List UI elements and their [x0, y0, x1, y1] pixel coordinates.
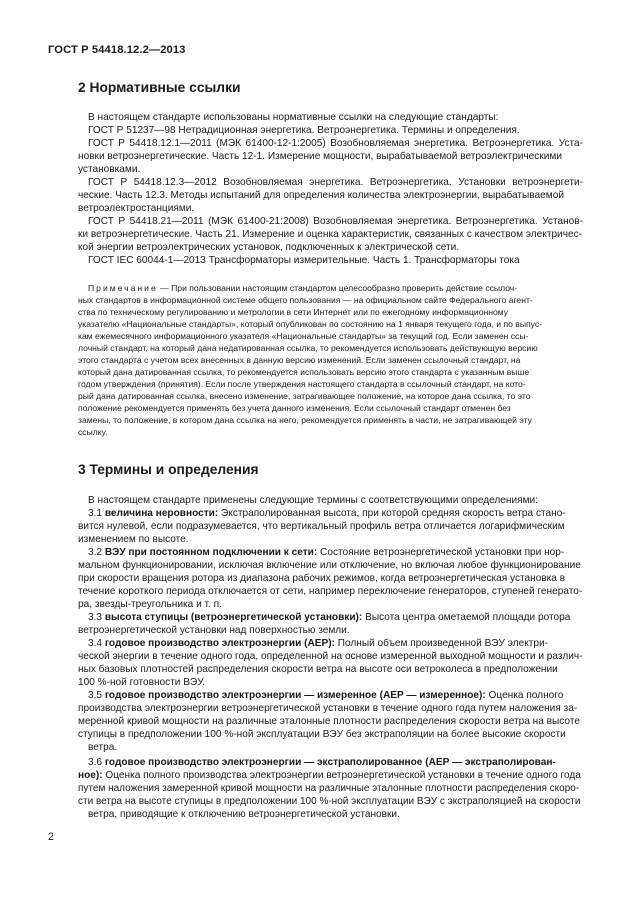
term-3-1: 3.1 величина неровности: Экстраполированная высота, при которой средняя скорость ветра стано-: [88, 508, 566, 519]
term-3-6-name: годовое производство электроэнергии — экстраполированное (AEP — экстраполирован-: [104, 757, 556, 768]
term-line: вится нулевой, если подразумевается, что вертикальный профиль ветра отличается логарифмическим: [78, 521, 565, 532]
note-line: кам ежемесячного информационного указателя «Национальные стандарты» за текущий год. Если заменен ссы-: [78, 331, 529, 341]
s2-line: ГОСТ Р 54418.12.3—2012 Возобновляемая энергетика. Ветроэнергетика. Установки ветроэнергети-: [88, 177, 583, 188]
term-line: ветроэнергетической установки над поверхностью земли.: [78, 625, 350, 636]
term-line: ра, звезды-треугольника и т. п.: [78, 599, 222, 610]
s2-line: ГОСТ Р 51237—98 Нетрадиционная энергетика. Ветроэнергетика. Термины и определения.: [88, 125, 520, 136]
note-line: который дана датированная ссылка, то рекомендуется использовать версию этого стандарта с указанным выше: [78, 367, 530, 377]
s3-intro: В настоящем стандарте применены следующие термины с соответствующими определениями:: [88, 495, 538, 506]
note-line: этого стандарта с учетом всех внесенных в данную версию изменений. Если заменен ссылочный стандарт, на: [78, 355, 521, 365]
term-3-5: 3.5 годовое производство электроэнергии — измеренное (AEP — измеренное): Оценка полного: [88, 690, 564, 701]
term-line: 100 %-ной готовности ВЭУ.: [78, 677, 206, 688]
term-line: течение короткого периода отключается от сети, например переключение генераторов, ступеней генерато-: [78, 586, 583, 597]
note-line: ных стандартов в информационной системе общего пользования — на официальном сайте Федерального агент-: [78, 295, 533, 305]
term-line: производства электроэнергии ветроэнергетической установки в течение одного года путем наложения за-: [78, 703, 578, 714]
section-2-title: 2 Нормативные ссылки: [78, 80, 241, 95]
s2-line: новки ветроэнергетические. Часть 12-1. Измерение мощности, вырабатываемой ветроэлектрическими: [78, 151, 562, 162]
term-line: при скорости вращения ротора из диапазона рабочих режимов, когда ветроэнергетическая установка в: [78, 573, 566, 584]
s2-line: ГОСТ Р 54418.21—2011 (МЭК 61400-21:2008) Возобновляемая энергетика. Ветроэнергетика. Установ-: [88, 216, 583, 227]
term-3-4-name: годовое производство электроэнергии (AEP):: [104, 638, 335, 649]
term-line: ветра, приводящие к отключению ветроэнергетической установки.: [88, 809, 400, 820]
note-line: лочный стандарт, на который дана недатированная ссылка, то рекомендуется использовать действующую версию: [78, 343, 538, 353]
note-line: годом утверждения (принятия). Если после утверждения настоящего стандарта в ссылочный стандарт, на кото-: [78, 379, 526, 389]
note-first-line: Примечание — При пользовании настоящим стандартом целесообразно проверить действие ссылоч-: [88, 283, 518, 293]
s2-line: В настоящем стандарте использованы нормативные ссылки на следующие стандарты:: [88, 112, 499, 123]
note-line: ссылку.: [78, 427, 108, 437]
term-line: мальном функционировании, исключая включение или отключение, но включая любое функционирование: [78, 560, 581, 571]
term-3-3-name: высота ступицы (ветроэнергетической установки):: [104, 612, 363, 623]
term-line: ветра.: [88, 742, 118, 753]
note-line: положение рекомендуется применять без учета данного изменения. Если ссылочный стандарт отменен без: [78, 403, 511, 413]
s2-line: ГОСТ IEC 60044-1—2013 Трансформаторы измерительные. Часть 1. Трансформаторы тока: [88, 255, 520, 266]
term-line: путем наложения замеренной кривой мощности на различные эталонные плотности распределения скоро-: [78, 783, 580, 794]
s2-line: ГОСТ Р 54418.12.1—2011 (МЭК 61400-12-1:2005) Возобновляемая энергетика. Ветроэнергетика. Уста-: [88, 138, 583, 149]
term-line: ческой энергии в течение одного года, определенной на основе измеренной выходной мощности и различ-: [78, 651, 583, 662]
term-line: сти ветра на высоте ступицы в предположении 100 %-ной эксплуатации ВЭУ с экстраполяцией на скорости: [78, 796, 581, 807]
s2-line: ветроэлектростанциями.: [78, 203, 195, 214]
note-line: замены, то положение, в котором дана ссылка на него, рекомендуется применять в части, не затрагивающей эту: [78, 415, 532, 425]
note-line: указателю «Национальные стандарты», который опубликован по состоянию на 1 января текущего года, и по выпус-: [78, 319, 543, 329]
s2-line: установками.: [78, 164, 141, 175]
note-line: ства по техническому регулированию и метрологии в сети Интернет или по ежегодному информационному: [78, 307, 509, 317]
note-line: рый дана датированная ссылка, внесено изменение, затрагивающее положение, на которое дана ссылка, то это: [78, 391, 531, 401]
term-line: ных базовых плотностей распределения скорости ветра на высоте оси ветроколеса в предположении: [78, 664, 558, 675]
term-3-2-name: ВЭУ при постоянном подключении к сети:: [104, 547, 318, 558]
term-3-5-name: годовое производство электроэнергии — измеренное (AEP — измеренное):: [104, 690, 486, 701]
page-number: 2: [48, 831, 54, 843]
term-3-4: 3.4 годовое производство электроэнергии (AEP): Полный объем произведенной ВЭУ электри-: [88, 638, 548, 649]
term-line: ступицы в предположении 100 %-ной эксплуатации ВЭУ без экстраполяции на более высокие скорости: [78, 729, 566, 740]
term-line: меренной кривой мощности на различные эталонные плотности распределения скорости ветра на высоте: [78, 716, 580, 727]
term-3-1-name: величина неровности:: [104, 508, 219, 519]
term-3-2: 3.2 ВЭУ при постоянном подключении к сети: Состояние ветроэнергетической установки при нор-: [88, 547, 565, 558]
s2-line: кой энергии ветроэлектрических установок, подключенных к электрической сети.: [78, 242, 460, 253]
note-label: Примечание: [88, 283, 158, 293]
term-line: изменением по высоте.: [78, 534, 189, 545]
term-3-6: 3.6 годовое производство электроэнергии — экстраполированное (AEP — экстраполирован-: [88, 757, 556, 768]
s2-line: ческие. Часть 12.3. Методы испытаний для определения количества электроэнергии, вырабатываемой: [78, 190, 564, 201]
term-line: ное): Оценка полного производства электроэнергии ветроэнергетической установки в течение одного года: [78, 770, 581, 781]
section-3-title: 3 Термины и определения: [78, 462, 259, 477]
term-3-3: 3.3 высота ступицы (ветроэнергетической установки): Высота центра ометаемой площади ротора: [88, 612, 571, 623]
document-header: ГОСТ Р 54418.12.2—2013: [48, 44, 186, 56]
s2-line: ки ветроэнергетические. Часть 21. Измерение и оценка характеристик, связанных с качеством электричес-: [78, 229, 582, 240]
